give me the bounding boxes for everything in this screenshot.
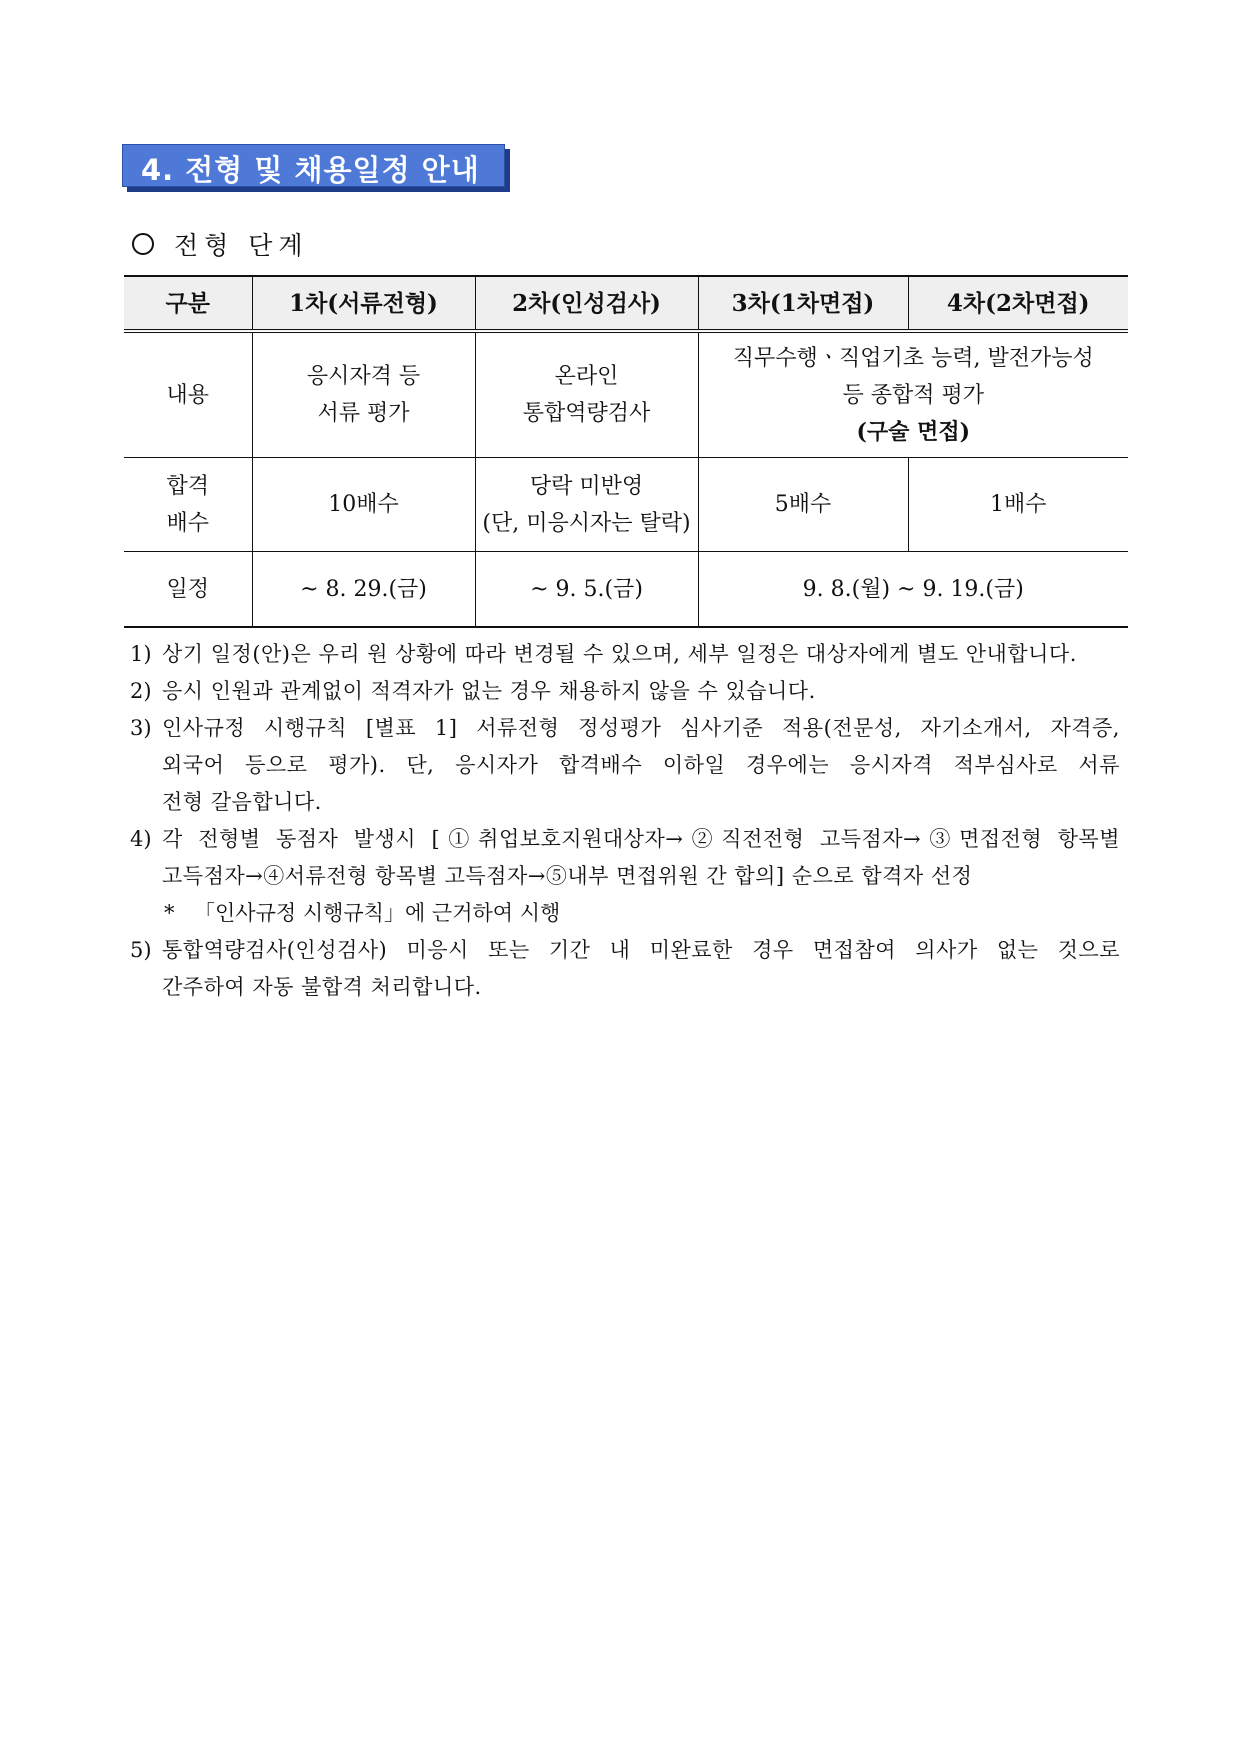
cell-date-stage-2: ~ 9. 5.(금) bbox=[475, 552, 698, 628]
cell-line-bold: (구술 면접) bbox=[856, 418, 970, 445]
note-number: 2) bbox=[130, 679, 152, 703]
header-stage-1: 1차(서류전형) bbox=[252, 276, 475, 331]
cell-content-stage-2 bbox=[475, 331, 698, 458]
note-text: 응시 인원과 관계없이 적격자가 없는 경우 채용하지 않을 수 있습니다. bbox=[162, 679, 816, 703]
note-sub-text: 「인사규정 시행규칙」에 근거하여 시행 bbox=[194, 901, 561, 925]
subheading bbox=[132, 226, 309, 262]
note-line: 외국어 등으로 평가). 단, 응시자가 합격배수 이하일 경우에는 응시자격 적부심사로 서류 bbox=[162, 753, 1120, 777]
cell-line: (단, 미응시자는 탈락) bbox=[482, 510, 691, 536]
header-category: 구분 bbox=[124, 276, 252, 331]
note-line: 전형 갈음합니다. bbox=[162, 790, 322, 814]
section-title-box bbox=[122, 144, 510, 192]
cell-line: 당락 미반영 bbox=[529, 473, 644, 499]
table-row-schedule bbox=[124, 552, 1128, 628]
cell-pass-stage-2 bbox=[475, 458, 698, 552]
cell-line: 등 종합적 평가 bbox=[842, 382, 984, 408]
circle-bullet-icon bbox=[132, 233, 154, 255]
note-sub-item bbox=[130, 895, 1120, 932]
note-item bbox=[130, 821, 1120, 895]
notes-list bbox=[130, 636, 1120, 1006]
note-item bbox=[130, 932, 1120, 1006]
note-item bbox=[130, 636, 1120, 673]
header-stage-2: 2차(인성검사) bbox=[475, 276, 698, 331]
note-text bbox=[162, 821, 1120, 895]
table-header-row bbox=[124, 276, 1128, 331]
header-stage-4: 4차(2차면접) bbox=[908, 276, 1128, 331]
cell-line: 직무수행ㆍ직업기초 능력, 발전가능성 bbox=[732, 345, 1094, 371]
note-number: 5) bbox=[130, 938, 152, 962]
note-line: 각 전형별 동점자 발생시 [①취업보호지원대상자→②직전전형 고득점자→③면접전형 항목별 bbox=[162, 827, 1120, 851]
title-background bbox=[122, 144, 505, 187]
note-line: 간주하여 자동 불합격 처리합니다. bbox=[162, 975, 482, 999]
note-text bbox=[162, 710, 1120, 821]
note-line: 통합역량검사(인성검사) 미응시 또는 기간 내 미완료한 경우 면접참여 의사가 없는 것으로 bbox=[162, 938, 1120, 962]
section-title: 4. 전형 및 채용일정 안내 bbox=[141, 153, 480, 187]
note-line: 인사규정 시행규칙 [별표 1] 서류전형 정성평가 심사기준 적용(전문성, 자기소개서, 자격증, bbox=[162, 716, 1120, 740]
cell-line: 합격 bbox=[166, 473, 209, 499]
note-text bbox=[162, 932, 1120, 1006]
cell-pass-stage-1: 10배수 bbox=[252, 458, 475, 552]
cell-content-stage-1 bbox=[252, 331, 475, 458]
subheading-text: 전형 단계 bbox=[174, 231, 309, 260]
table-row-pass-multiple bbox=[124, 458, 1128, 552]
note-item bbox=[130, 710, 1120, 821]
note-line: 고득점자→④서류전형 항목별 고득점자→⑤내부 면접위원 간 합의] 순으로 합격자 선정 bbox=[162, 864, 973, 888]
cell-content-stage-3-4 bbox=[698, 331, 1128, 458]
cell-date-stage-3-4: 9. 8.(월) ~ 9. 19.(금) bbox=[698, 552, 1128, 628]
note-number: 4) bbox=[130, 827, 152, 851]
row-label-schedule: 일정 bbox=[124, 552, 252, 628]
header-stage-3: 3차(1차면접) bbox=[698, 276, 908, 331]
note-text: 상기 일정(안)은 우리 원 상황에 따라 변경될 수 있으며, 세부 일정은 대상자에게 별도 안내합니다. bbox=[162, 642, 1077, 666]
note-number: 3) bbox=[130, 716, 152, 740]
cell-pass-stage-3: 5배수 bbox=[698, 458, 908, 552]
table-row-content bbox=[124, 331, 1128, 458]
cell-line: 배수 bbox=[166, 510, 209, 536]
cell-line: 서류 평가 bbox=[317, 401, 410, 426]
cell-line: 온라인 bbox=[554, 364, 619, 389]
note-item bbox=[130, 673, 1120, 710]
cell-line: 응시자격 등 bbox=[306, 364, 421, 389]
row-label-content: 내용 bbox=[124, 331, 252, 458]
star-mark: * bbox=[164, 901, 175, 925]
row-label-pass bbox=[124, 458, 252, 552]
cell-line: 통합역량검사 bbox=[522, 401, 651, 426]
selection-stages-table bbox=[124, 275, 1128, 628]
cell-date-stage-1: ~ 8. 29.(금) bbox=[252, 552, 475, 628]
note-number: 1) bbox=[130, 642, 152, 666]
cell-pass-stage-4: 1배수 bbox=[908, 458, 1128, 552]
